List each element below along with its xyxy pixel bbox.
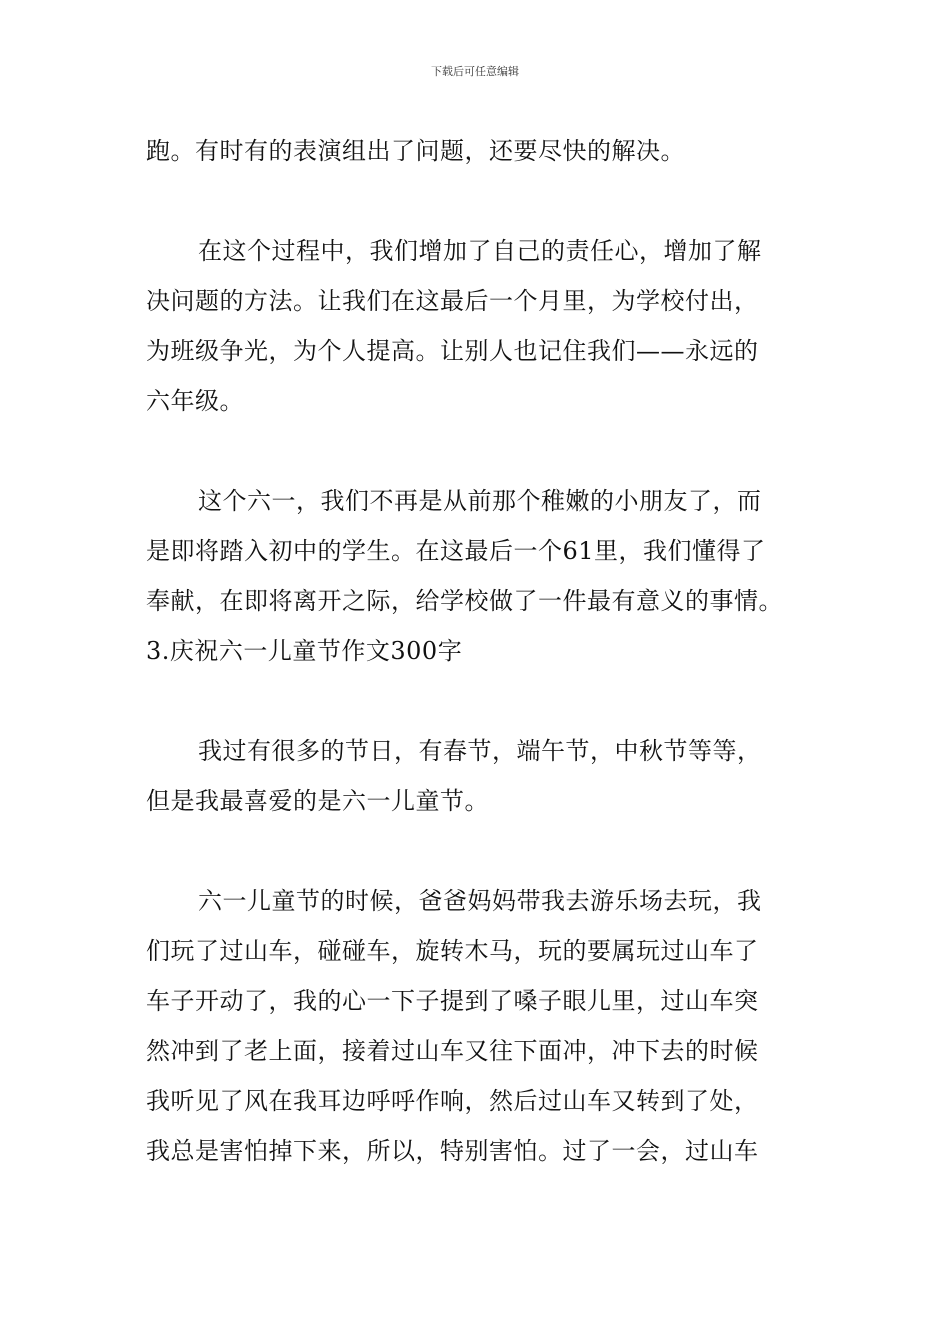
- text-line: 六年级。: [146, 387, 244, 415]
- text-line: 决问题的方法。让我们在这最后一个月里，为学校付出，: [146, 287, 759, 315]
- text-line: 我过有很多的节日，有春节，端午节，中秋节等等，: [198, 737, 762, 765]
- paragraph-gap: [146, 176, 808, 226]
- text-line: 车子开动了，我的心一下子提到了嗓子眼儿里，过山车突: [146, 987, 759, 1015]
- text-line: 然冲到了老上面，接着过山车又往下面冲，冲下去的时候: [146, 1037, 759, 1065]
- paragraph-amusement-park: [146, 876, 808, 1176]
- text-line: 在这个过程中，我们增加了自己的责任心，增加了解: [198, 237, 762, 265]
- paragraph-gap: [146, 426, 808, 476]
- text-line: 六一儿童节的时候，爸爸妈妈带我去游乐场去玩，我: [198, 887, 762, 915]
- page-header: 下载后可任意编辑: [431, 65, 519, 78]
- text-line: 跑。有时有的表演组出了问题，还要尽快的解决。: [146, 137, 685, 165]
- section-title: 3.庆祝六一儿童节作文300字: [146, 637, 463, 665]
- section-heading: [146, 626, 808, 676]
- text-line: 是即将踏入初中的学生。在这最后一个61里，我们懂得了: [146, 537, 766, 565]
- text-line: 为班级争光，为个人提高。让别人也记住我们——永远的: [146, 337, 759, 365]
- paragraph-favorite-holiday: [146, 726, 808, 826]
- paragraph-responsibility: [146, 226, 808, 426]
- text-line: 这个六一，我们不再是从前那个稚嫩的小朋友了，而: [198, 487, 762, 515]
- text-line: 们玩了过山车，碰碰车，旋转木马，玩的要属玩过山车了: [146, 937, 759, 965]
- document-body: [146, 126, 808, 1176]
- paragraph-dedication: [146, 476, 808, 626]
- text-line: 我听见了风在我耳边呼呼作响，然后过山车又转到了处，: [146, 1087, 759, 1115]
- paragraph-continuation: [146, 126, 808, 176]
- paragraph-gap: [146, 826, 808, 876]
- text-line: 奉献，在即将离开之际，给学校做了一件最有意义的事情。: [146, 587, 783, 615]
- text-line: 我总是害怕掉下来，所以，特别害怕。过了一会，过山车: [146, 1137, 759, 1165]
- text-line: 但是我最喜爱的是六一儿童节。: [146, 787, 489, 815]
- paragraph-gap: [146, 676, 808, 726]
